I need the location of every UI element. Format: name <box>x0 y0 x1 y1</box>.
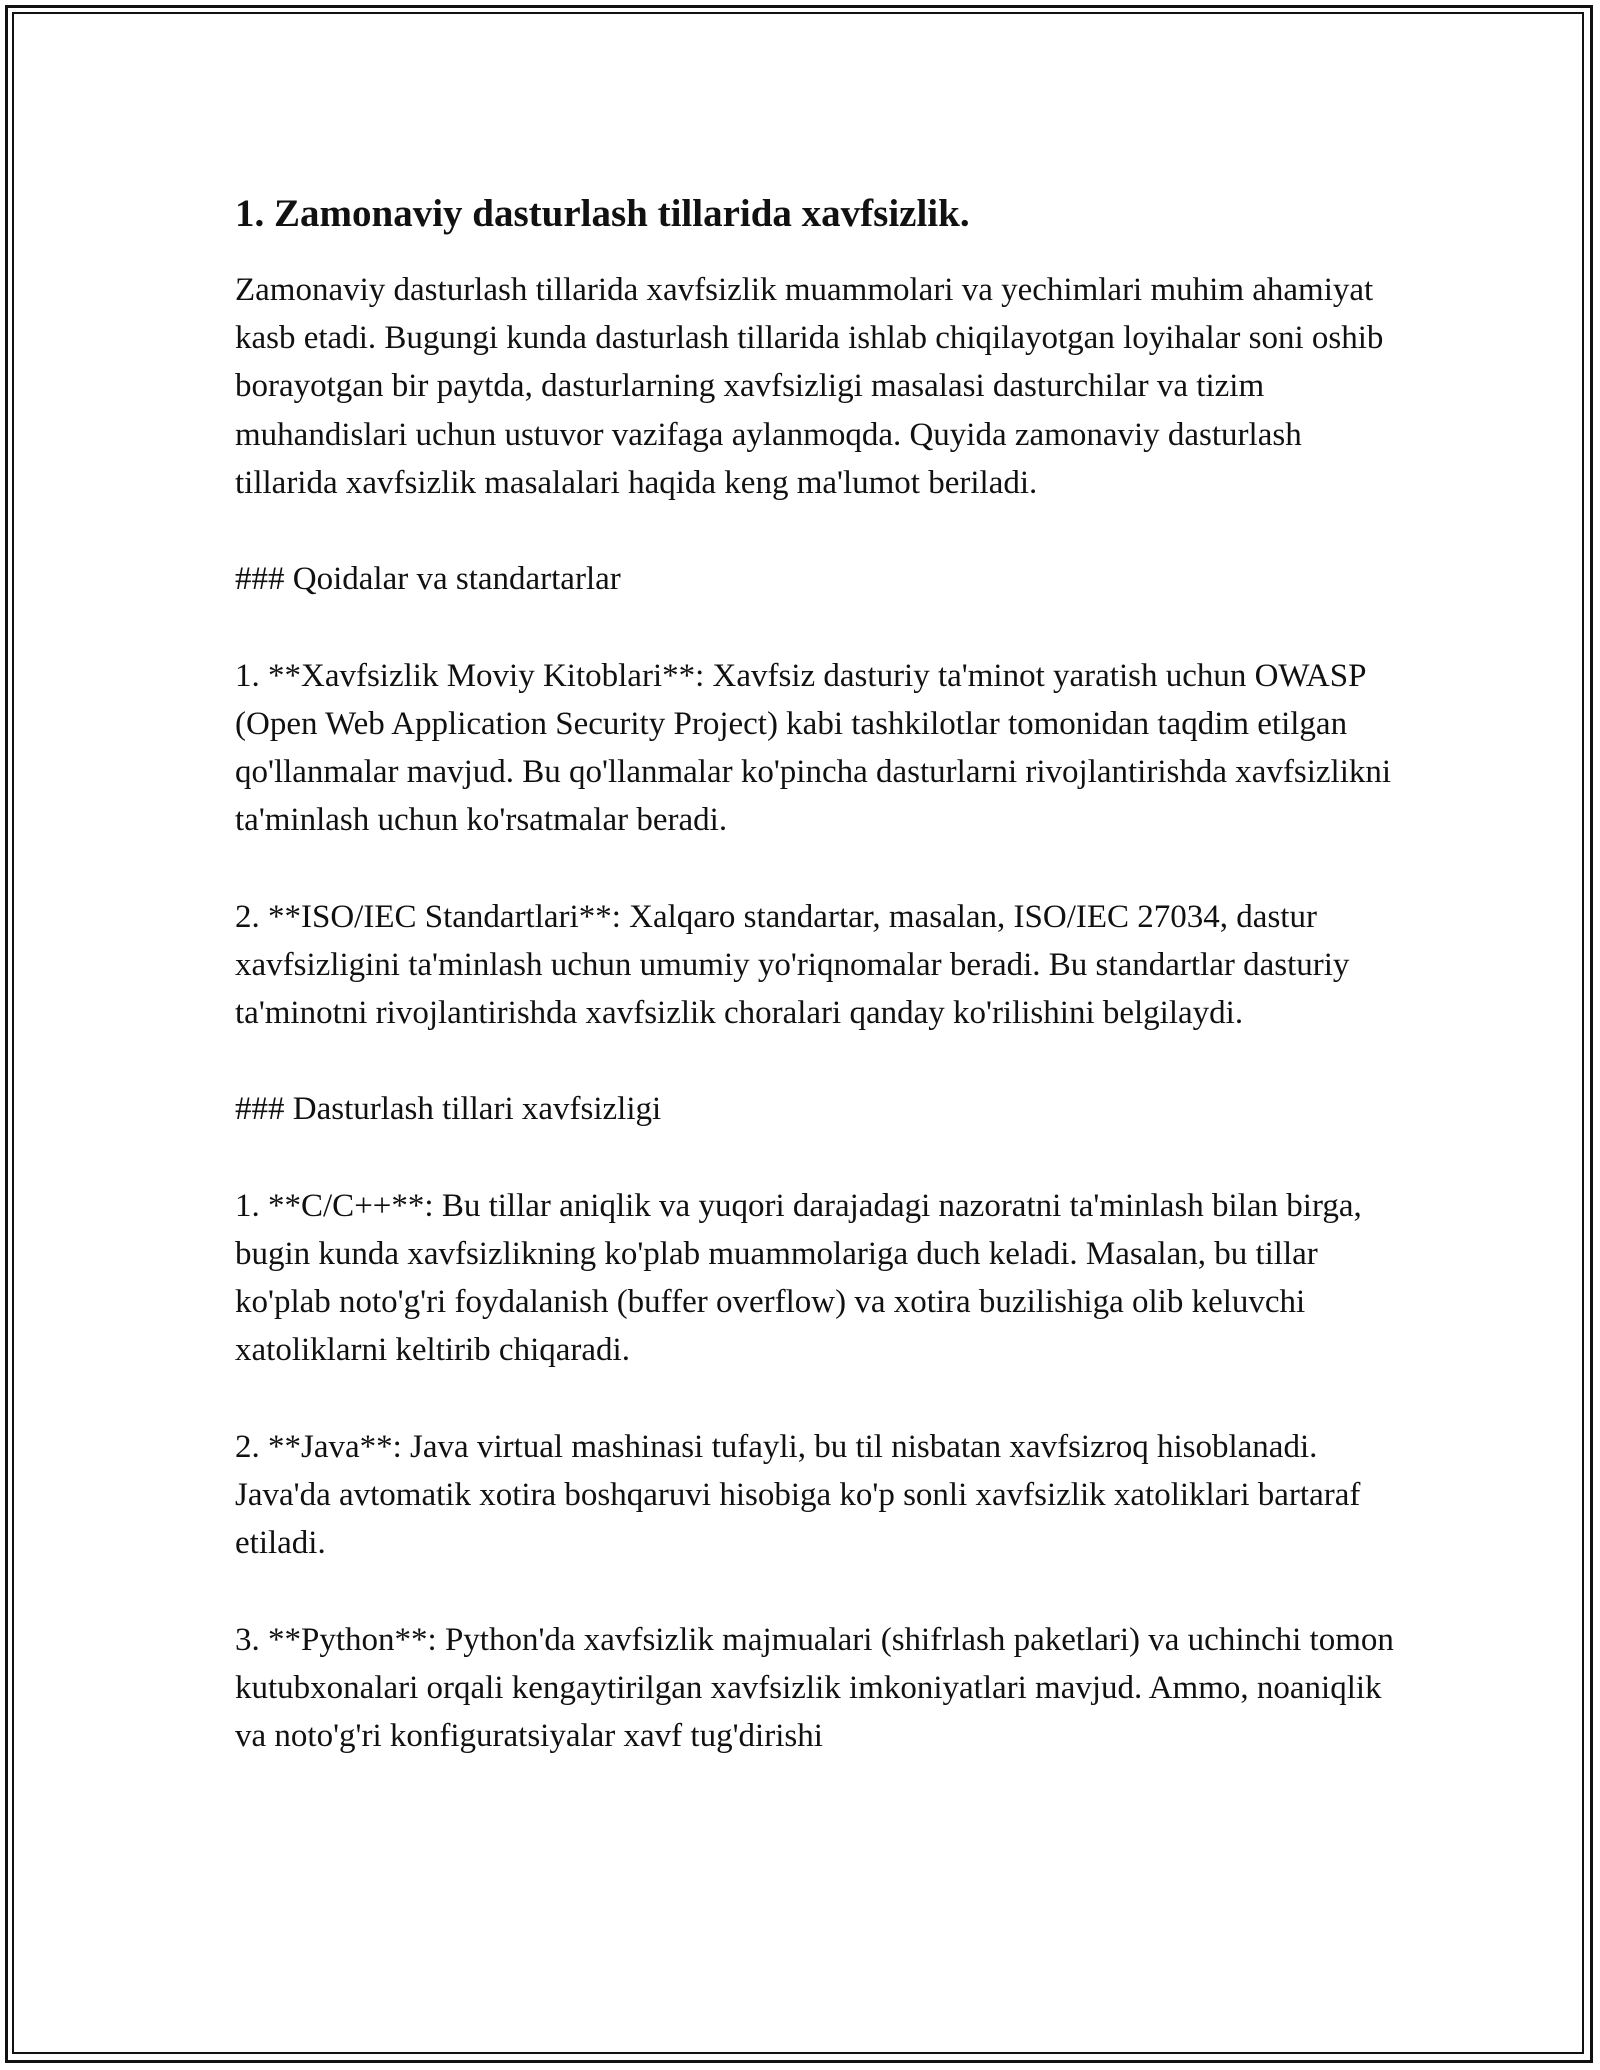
intro-paragraph: Zamonaviy dasturlash tillarida xavfsizlik muammolari va yechimlari muhim ahamiyat kasb etadi. Bugungi kunda dasturlash tillarida ishlab chiqilayotgan loyihalar soni oshib borayotgan bir paytda, dasturlarning xavfsizligi masalasi dasturchilar va tizim muhandislari uchun ustuvor vazifaga aylanmoqda. Quyida zamonaviy dasturlash tillarida xavfsizlik masalalari haqida keng ma'lumot beriladi. <box>235 272 1384 501</box>
list-item-c-cpp: 1. **C/C++**: Bu tillar aniqlik va yuqori darajadagi nazoratni ta'minlash bilan birga, bugin kunda xavfsizlikning ko'plab muammolariga duch keladi. Masalan, bu tillar ko'plab noto'g'ri foydalanish (buffer overflow) va xotira buzilishiga olib keluvchi xatoliklarni keltirib chiqaradi. <box>235 1187 1362 1369</box>
document-body <box>235 186 1395 1760</box>
document-title: 1. Zamonaviy dasturlash tillarida xavfsizlik. <box>235 192 970 235</box>
list-item-python: 3. **Python**: Python'da xavfsizlik majmualari (shifrlash paketlari) va uchinchi tomon kutubxonalari orqali kengaytirilgan xavfsizlik imkoniyatlari mavjud. Ammo, noaniqlik va noto'g'ri konfiguratsiyalar xavf tug'dirishi <box>235 1621 1394 1754</box>
section-heading-languages: ### Dasturlash tillari xavfsizligi <box>235 1091 662 1128</box>
list-item-iso: 2. **ISO/IEC Standartlari**: Xalqaro standartar, masalan, ISO/IEC 27034, dastur xavfsizligini ta'minlash uchun umumiy yo'riqnomalar beradi. Bu standartlar dasturiy ta'minotni rivojlantirishda xavfsizlik choralari qanday ko'rilishini belgilaydi. <box>235 898 1350 1031</box>
section-heading-rules: ### Qoidalar va standartarlar <box>235 561 621 598</box>
list-item-java: 2. **Java**: Java virtual mashinasi tufayli, bu til nisbatan xavfsizroq hisoblanadi. Java'da avtomatik xotira boshqaruvi hisobiga ko'p sonli xavfsizlik xatoliklari bartaraf etiladi. <box>235 1428 1361 1562</box>
list-item-owasp: 1. **Xavfsizlik Moviy Kitoblari**: Xavfsiz dasturiy ta'minot yaratish uchun OWASP (Open Web Application Security Project) kabi tashkilotlar tomonidan taqdim etilgan qo'llanmalar mavjud. Bu qo'llanmalar ko'pincha dasturlarni rivojlantirishda xavfsizlikni ta'minlash uchun ko'rsatmalar beradi. <box>235 657 1392 839</box>
